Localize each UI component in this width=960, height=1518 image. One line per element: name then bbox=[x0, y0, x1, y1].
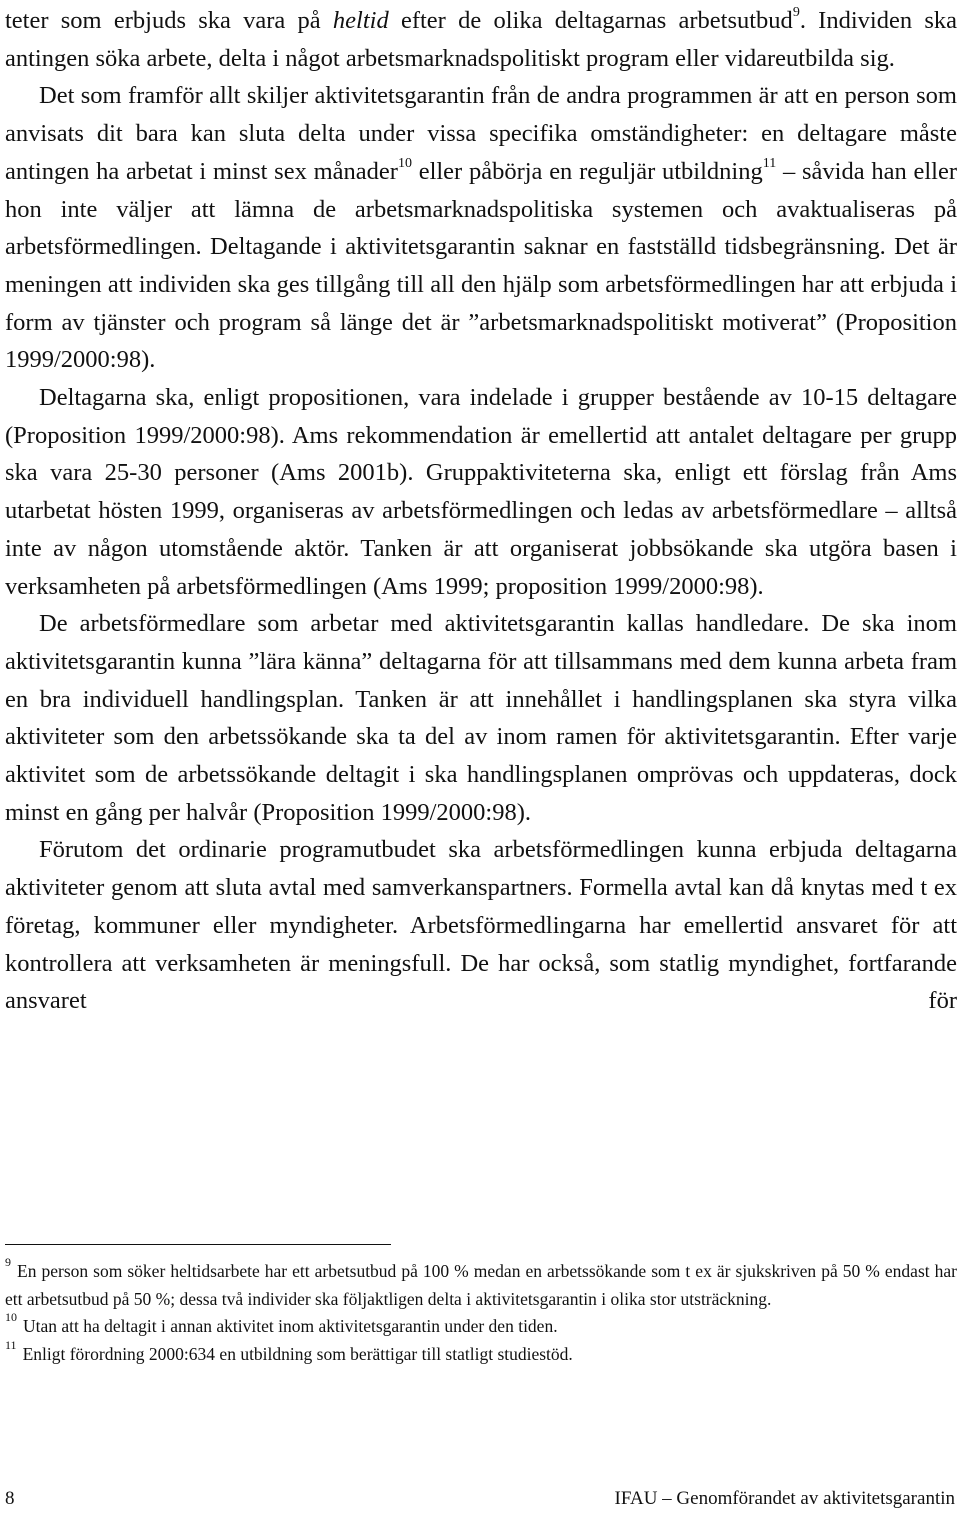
body-text bbox=[5, 2, 957, 1020]
footnote-ref-9[interactable]: 9 bbox=[792, 4, 800, 20]
running-title: IFAU – Genomförandet av aktivitetsgarantin bbox=[614, 1488, 955, 1509]
paragraph-2: Det som framför allt skiljer aktivitetsgarantin från de andra programmen är att en person som anvisats dit bara kan sluta delta under vissa specifika omständigheter: en deltagare måste antingen ha arbetat i minst sex månader$^{10}$ eller påbörja en reguljär utbildning$^{11}$ – såvida han eller hon inte väljer att lämna de arbetsmarknadspolitiska systemen och avaktualiseras på arbetsförmedlingen. Deltagande i aktivitetsgarantin saknar en fastställd tidsbegränsning. Det är meningen att individen ska ges tillgång till all den hjälp som arbetsförmedlingen har att erbjuda i form av tjänster och program så länge det är ”arbetsmarknadspolitiskt motiverat” (Proposition 1999/2000:98). bbox=[5, 82, 957, 374]
footnote-9: $^9$ En person som söker heltidsarbete har ett arbetsutbud på 100 % medan en arbetssökande som t ex är sjukskriven på 50 % endast har ett arbetsutbud på 50 %; dessa två individer ska följaktligen delta i aktivitetsgarantin i olika stor utsträckning. bbox=[5, 1255, 957, 1309]
paragraph-4: De arbetsförmedlare som arbetar med aktivitetsgarantin kallas handledare. De ska inom aktivitetsgarantin kunna ”lära känna” deltagarna för att tillsammans med dem kunna arbeta fram en bra individuell handlingsplan. Tanken är att innehållet i handlingsplanen ska styra vilka aktiviteter som den arbetssökande ska ta del av inom ramen för aktivitetsgarantin. Efter varje aktivitet som de arbetssökande deltagit i ska handlingsplanen omprövas och uppdateras, dock minst en gång per halvår (Proposition 1999/2000:98). bbox=[5, 610, 957, 826]
paragraph-5: Förutom det ordinarie programutbudet ska arbetsförmedlingen kunna erbjuda deltagarna aktiviteter genom att sluta avtal med samverkanspartners. Formella avtal kan då knytas med t ex företag, kommuner eller myndigheter. Arbetsförmedlingarna har emellertid ansvaret för att kontrollera att verksamheten är meningsfull. De har också, som statlig myndighet, fortfarande ansvaret för bbox=[5, 836, 957, 1015]
paragraph-1: teter som erbjuds ska vara på heltid efter de olika deltagarnas arbetsutbud$^9$. Individen ska antingen söka arbete, delta i något arbetsmarknadspolitiskt program eller vidareutbilda sig. bbox=[5, 4, 957, 72]
footnote-divider bbox=[5, 1244, 391, 1245]
page-footer bbox=[5, 1488, 955, 1510]
footnote-11: $^{11}$ Enligt förordning 2000:634 en utbildning som berättigar till statligt studiestöd. bbox=[5, 1337, 573, 1364]
emphasis-heltid: heltid bbox=[332, 7, 389, 34]
page-number: 8 bbox=[5, 1488, 15, 1509]
footnote-10: $^{10}$ Utan att ha deltagit i annan aktivitet inom aktivitetsgarantin under den tiden. bbox=[5, 1310, 558, 1336]
paragraph-3: Deltagarna ska, enligt propositionen, vara indelade i grupper bestående av 10-15 deltagare (Proposition 1999/2000:98). Ams rekommendation är emellertid att antalet deltagare per grupp ska vara 25-30 personer (Ams 2001b). Gruppaktiviteterna ska, enligt ett förslag från Ams utarbetat hösten 1999, organiseras av arbetsförmedlingen och ledas av arbetsförmedlare – alltså inte av någon utomstående aktör. Tanken är att organiserat jobbsökande ska utgöra basen i verksamheten på arbetsförmedlingen (Ams 1999; proposition 1999/2000:98). bbox=[5, 384, 957, 600]
footnote-ref-11[interactable]: 11 bbox=[762, 155, 777, 171]
footnotes bbox=[5, 1255, 957, 1368]
footnote-ref-10[interactable]: 10 bbox=[397, 155, 412, 171]
